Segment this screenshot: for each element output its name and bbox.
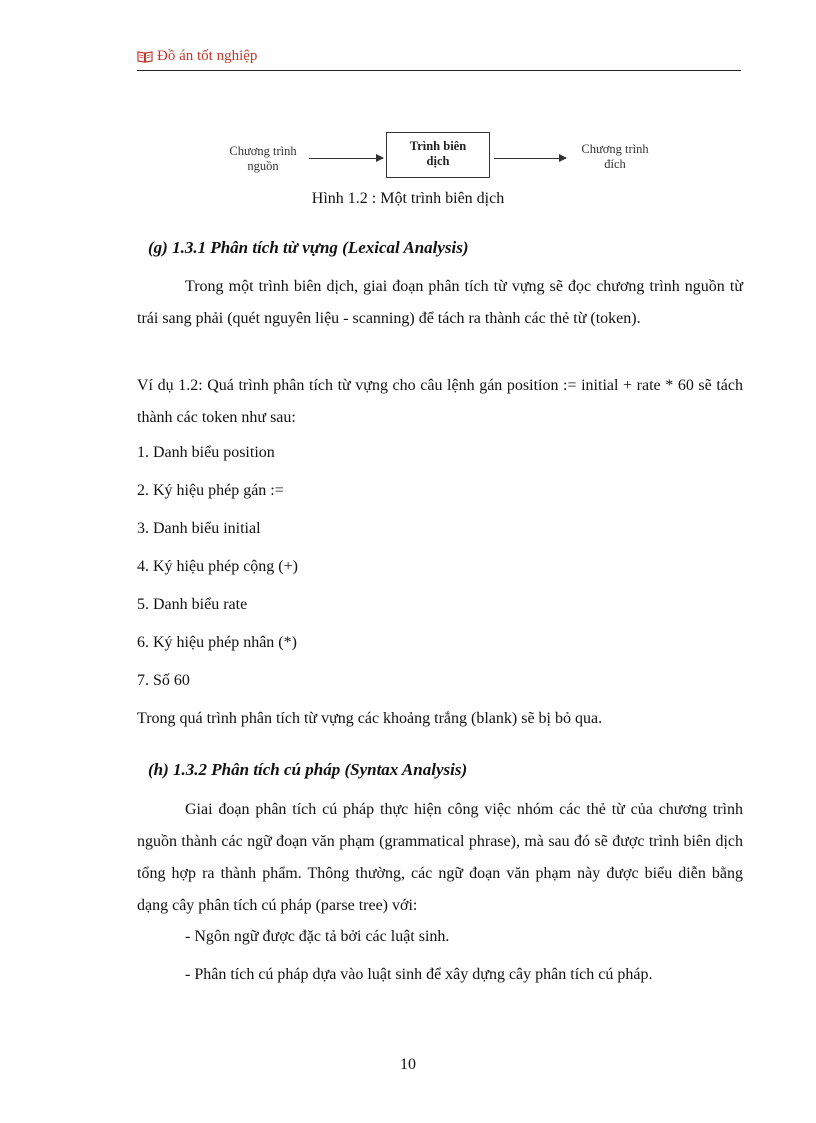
diagram-source-label: Chương trình nguồn	[229, 144, 297, 173]
paragraph-lexical-intro: Trong một trình biên dịch, giai đoạn phân tích từ vựng sẽ đọc chương trình nguồn từ trái sang phải (quét nguyên liệu - scanning) để tách ra thành các thẻ từ (token).	[137, 278, 743, 327]
paragraph-syntax-intro: Giai đoạn phân tích cú pháp thực hiện công việc nhóm các thẻ từ của chương trình nguồn thành các ngữ đoạn văn phạm (grammatical phrase), mà sau đó sẽ được trình biên dịch tổng hợp ra thành phẩm. Thông thường, các ngữ đoạn văn phạm này được biểu diễn bằng dạng cây phân tích cú pháp (parse tree) với:	[137, 801, 743, 914]
list-item: 6. Ký hiệu phép nhân (*)	[137, 634, 297, 651]
arrow-icon	[309, 158, 383, 159]
book-icon	[137, 50, 153, 68]
list-item: 4. Ký hiệu phép cộng (+)	[137, 558, 298, 575]
list-item: 5. Danh biểu rate	[137, 596, 248, 613]
bullet-item: - Ngôn ngữ được đặc tả bởi các luật sinh.	[185, 928, 450, 945]
bullet-item: - Phân tích cú pháp dựa vào luật sinh để xây dựng cây phân tích cú pháp.	[185, 966, 653, 983]
section-heading-lexical: (g) 1.3.1 Phân tích từ vựng (Lexical Analysis)	[148, 238, 469, 257]
list-item: 7. Số 60	[137, 672, 190, 689]
header-title: Đồ án tốt nghiệp	[157, 48, 258, 64]
arrow-icon	[494, 158, 566, 159]
list-item: 2. Ký hiệu phép gán :=	[137, 482, 284, 499]
list-item: 3. Danh biểu initial	[137, 520, 261, 537]
page-number: 10	[400, 1056, 416, 1073]
compiler-diagram	[215, 132, 675, 188]
list-item: 1. Danh biểu position	[137, 444, 275, 461]
paragraph-note: Trong quá trình phân tích từ vựng các khoảng trắng (blank) sẽ bị bỏ qua.	[137, 710, 603, 727]
page-header	[137, 48, 741, 71]
figure-caption: Hình 1.2 : Một trình biên dịch	[311, 190, 505, 207]
paragraph-example: Ví dụ 1.2: Quá trình phân tích từ vựng cho câu lệnh gán position := initial + rate * 60 sẽ tách thành các token như sau:	[137, 377, 743, 426]
diagram-target-label: Chương trình đích	[581, 142, 649, 171]
diagram-compiler-box: Trình biên dịch	[386, 132, 490, 178]
section-heading-syntax: (h) 1.3.2 Phân tích cú pháp (Syntax Analysis)	[148, 760, 468, 779]
